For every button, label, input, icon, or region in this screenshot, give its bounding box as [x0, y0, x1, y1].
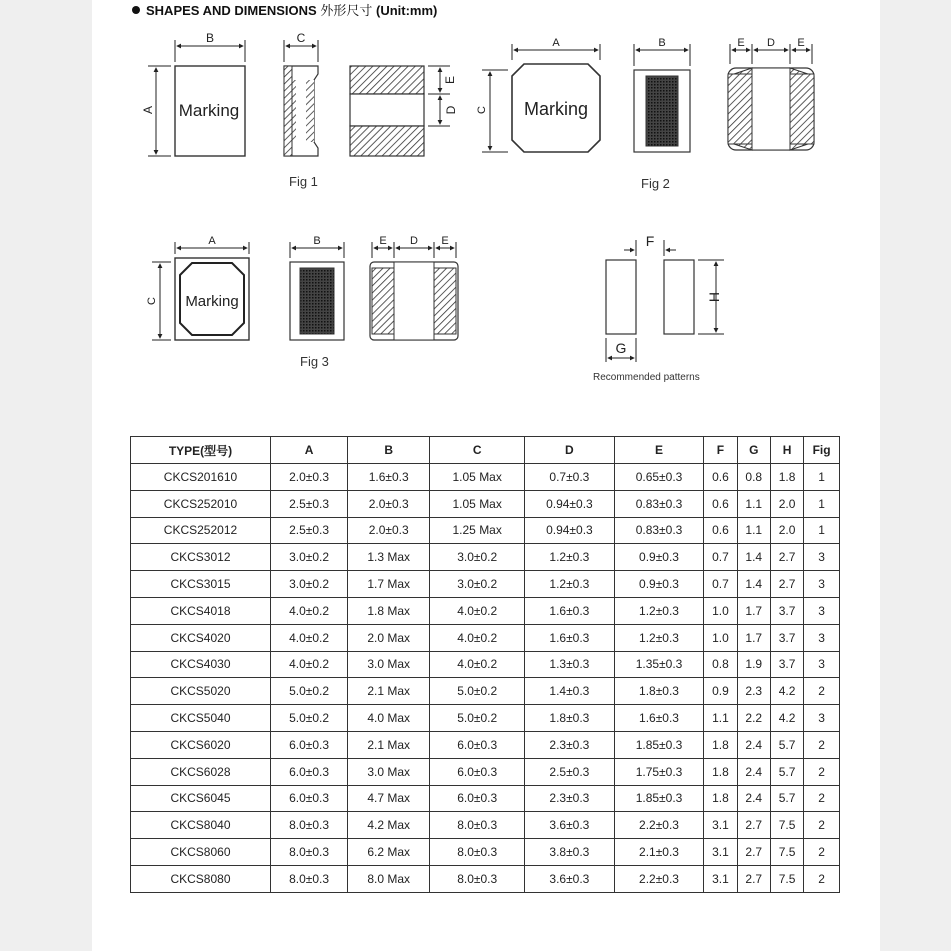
- cell-a: 5.0±0.2: [271, 678, 348, 705]
- cell-type: CKCS6045: [131, 785, 271, 812]
- cell-g: 2.7: [737, 812, 770, 839]
- cell-g: 1.7: [737, 624, 770, 651]
- fig3-marking-text: Marking: [185, 293, 239, 310]
- cell-fig: 2: [804, 758, 840, 785]
- cell-type: CKCS6028: [131, 758, 271, 785]
- cell-c: 8.0±0.3: [430, 812, 525, 839]
- pattern-dim-h-label: H: [706, 291, 722, 303]
- cell-type: CKCS252012: [131, 517, 271, 544]
- cell-d: 2.5±0.3: [525, 758, 615, 785]
- cell-g: 1.4: [737, 544, 770, 571]
- cell-f: 0.6: [704, 464, 737, 491]
- cell-d: 3.6±0.3: [525, 865, 615, 892]
- table-row: [131, 758, 840, 785]
- fig3-top-view: [152, 242, 249, 340]
- header-d: D: [525, 437, 615, 464]
- cell-d: 2.3±0.3: [525, 731, 615, 758]
- fig2-dim-c-label: C: [476, 106, 488, 114]
- cell-type: CKCS6020: [131, 731, 271, 758]
- table-row: [131, 544, 840, 571]
- cell-b: 3.0 Max: [348, 651, 430, 678]
- cell-fig: 2: [804, 731, 840, 758]
- header-g: G: [737, 437, 770, 464]
- cell-a: 8.0±0.3: [271, 865, 348, 892]
- cell-a: 2.0±0.3: [271, 464, 348, 491]
- cell-c: 6.0±0.3: [430, 785, 525, 812]
- cell-c: 6.0±0.3: [430, 731, 525, 758]
- cell-h: 7.5: [770, 865, 803, 892]
- cell-fig: 1: [804, 490, 840, 517]
- cell-e: 1.85±0.3: [614, 731, 704, 758]
- cell-g: 1.4: [737, 571, 770, 598]
- cell-g: 1.7: [737, 597, 770, 624]
- cell-e: 1.2±0.3: [614, 624, 704, 651]
- cell-d: 1.8±0.3: [525, 705, 615, 732]
- cell-fig: 3: [804, 624, 840, 651]
- pattern-dim-f-label: F: [645, 233, 655, 249]
- cell-b: 1.3 Max: [348, 544, 430, 571]
- fig2-caption: Fig 2: [641, 176, 670, 191]
- cell-f: 1.0: [704, 624, 737, 651]
- cell-fig: 2: [804, 839, 840, 866]
- fig3-dim-e-right-label: E: [441, 235, 449, 247]
- header-type: TYPE(型号): [131, 437, 271, 464]
- table-row: [131, 517, 840, 544]
- cell-f: 1.0: [704, 597, 737, 624]
- cell-c: 3.0±0.2: [430, 544, 525, 571]
- fig3-dim-d-label: D: [410, 235, 418, 247]
- fig3-dim-b-label: B: [313, 235, 321, 247]
- cell-fig: 2: [804, 785, 840, 812]
- cell-e: 2.2±0.3: [614, 812, 704, 839]
- table-row: [131, 731, 840, 758]
- cell-type: CKCS5040: [131, 705, 271, 732]
- cell-f: 0.9: [704, 678, 737, 705]
- cell-b: 3.0 Max: [348, 758, 430, 785]
- fig3-dim-c-label: C: [146, 297, 158, 305]
- cell-b: 8.0 Max: [348, 865, 430, 892]
- cell-e: 0.9±0.3: [614, 571, 704, 598]
- cell-type: CKCS4020: [131, 624, 271, 651]
- cell-f: 0.7: [704, 571, 737, 598]
- heading-unit: (Unit:mm): [375, 3, 438, 18]
- cell-g: 2.4: [737, 731, 770, 758]
- cell-c: 1.25 Max: [430, 517, 525, 544]
- cell-type: CKCS4018: [131, 597, 271, 624]
- cell-type: CKCS3015: [131, 571, 271, 598]
- cell-type: CKCS3012: [131, 544, 271, 571]
- cell-fig: 3: [804, 651, 840, 678]
- cell-e: 0.83±0.3: [614, 517, 704, 544]
- table-row: [131, 597, 840, 624]
- cell-d: 3.6±0.3: [525, 812, 615, 839]
- fig3-caption: Fig 3: [300, 354, 329, 369]
- header-b: B: [348, 437, 430, 464]
- cell-type: CKCS4030: [131, 651, 271, 678]
- cell-h: 4.2: [770, 705, 803, 732]
- cell-e: 1.75±0.3: [614, 758, 704, 785]
- cell-a: 6.0±0.3: [271, 785, 348, 812]
- cell-type: CKCS201610: [131, 464, 271, 491]
- cell-c: 4.0±0.2: [430, 597, 525, 624]
- table-body: [131, 464, 840, 893]
- fig1-dim-d-label: D: [444, 105, 458, 115]
- cell-c: 8.0±0.3: [430, 839, 525, 866]
- cell-b: 1.8 Max: [348, 597, 430, 624]
- cell-a: 4.0±0.2: [271, 597, 348, 624]
- cell-b: 2.1 Max: [348, 731, 430, 758]
- fig1-bottom-view: [350, 66, 450, 156]
- cell-d: 1.4±0.3: [525, 678, 615, 705]
- cell-e: 2.2±0.3: [614, 865, 704, 892]
- cell-e: 1.6±0.3: [614, 705, 704, 732]
- fig1-marking-text: Marking: [178, 101, 240, 120]
- cell-e: 0.65±0.3: [614, 464, 704, 491]
- table-row: [131, 490, 840, 517]
- cell-a: 2.5±0.3: [271, 517, 348, 544]
- header-f: F: [704, 437, 737, 464]
- cell-fig: 2: [804, 678, 840, 705]
- fig2-dim-a-label: A: [552, 37, 560, 49]
- cell-h: 7.5: [770, 839, 803, 866]
- pattern-dim-g-label: G: [615, 340, 627, 356]
- cell-f: 1.1: [704, 705, 737, 732]
- cell-c: 8.0±0.3: [430, 865, 525, 892]
- header-c: C: [430, 437, 525, 464]
- cell-f: 0.6: [704, 490, 737, 517]
- fig2-dim-d-label: D: [767, 37, 775, 49]
- header-a: A: [271, 437, 348, 464]
- cell-type: CKCS8040: [131, 812, 271, 839]
- cell-f: 3.1: [704, 865, 737, 892]
- dimensions-table: [130, 436, 840, 893]
- cell-type: CKCS8080: [131, 865, 271, 892]
- cell-h: 3.7: [770, 597, 803, 624]
- heading-title: SHAPES AND DIMENSIONS: [146, 3, 317, 18]
- cell-type: CKCS252010: [131, 490, 271, 517]
- cell-h: 2.0: [770, 517, 803, 544]
- cell-c: 1.05 Max: [430, 490, 525, 517]
- cell-d: 1.3±0.3: [525, 651, 615, 678]
- cell-h: 1.8: [770, 464, 803, 491]
- fig1-dim-b-label: B: [205, 31, 215, 45]
- cell-b: 4.7 Max: [348, 785, 430, 812]
- fig3-dim-a-label: A: [208, 235, 216, 247]
- header-e: E: [614, 437, 704, 464]
- cell-b: 1.7 Max: [348, 571, 430, 598]
- cell-fig: 3: [804, 544, 840, 571]
- cell-g: 1.1: [737, 517, 770, 544]
- cell-d: 1.6±0.3: [525, 597, 615, 624]
- header-h: H: [770, 437, 803, 464]
- cell-c: 5.0±0.2: [430, 705, 525, 732]
- cell-h: 5.7: [770, 785, 803, 812]
- fig2-marking-text: Marking: [523, 99, 589, 119]
- cell-f: 1.8: [704, 785, 737, 812]
- cell-fig: 3: [804, 705, 840, 732]
- cell-f: 1.8: [704, 731, 737, 758]
- table-row: [131, 464, 840, 491]
- table-row: [131, 812, 840, 839]
- cell-f: 3.1: [704, 812, 737, 839]
- cell-d: 1.2±0.3: [525, 544, 615, 571]
- cell-g: 0.8: [737, 464, 770, 491]
- cell-f: 1.8: [704, 758, 737, 785]
- cell-d: 2.3±0.3: [525, 785, 615, 812]
- cell-d: 0.7±0.3: [525, 464, 615, 491]
- cell-c: 4.0±0.2: [430, 651, 525, 678]
- heading-title-cn: 外形尺寸: [320, 3, 373, 18]
- cell-g: 2.7: [737, 839, 770, 866]
- fig2-dim-e-left-label: E: [737, 37, 745, 49]
- cell-h: 3.7: [770, 624, 803, 651]
- table-row: [131, 571, 840, 598]
- fig2-top-view: [482, 44, 600, 152]
- cell-h: 5.7: [770, 758, 803, 785]
- cell-a: 4.0±0.2: [271, 651, 348, 678]
- cell-g: 2.4: [737, 758, 770, 785]
- cell-b: 4.0 Max: [348, 705, 430, 732]
- cell-c: 5.0±0.2: [430, 678, 525, 705]
- cell-g: 1.1: [737, 490, 770, 517]
- cell-type: CKCS5020: [131, 678, 271, 705]
- cell-h: 5.7: [770, 731, 803, 758]
- table-row: [131, 651, 840, 678]
- cell-b: 1.6±0.3: [348, 464, 430, 491]
- table-header-row: [131, 437, 840, 464]
- table-row: [131, 839, 840, 866]
- cell-a: 6.0±0.3: [271, 758, 348, 785]
- cell-g: 2.2: [737, 705, 770, 732]
- fig2-bottom-view: [728, 44, 814, 150]
- fig1-dim-a-label: A: [141, 105, 155, 115]
- cell-g: 2.4: [737, 785, 770, 812]
- cell-e: 1.2±0.3: [614, 597, 704, 624]
- cell-b: 2.0±0.3: [348, 517, 430, 544]
- fig1-dim-c-label: C: [296, 31, 306, 45]
- fig1-dim-e-label: E: [443, 75, 457, 85]
- cell-h: 2.7: [770, 571, 803, 598]
- cell-a: 5.0±0.2: [271, 705, 348, 732]
- cell-f: 3.1: [704, 839, 737, 866]
- cell-e: 0.9±0.3: [614, 544, 704, 571]
- cell-g: 2.7: [737, 865, 770, 892]
- cell-type: CKCS8060: [131, 839, 271, 866]
- cell-fig: 3: [804, 571, 840, 598]
- cell-b: 4.2 Max: [348, 812, 430, 839]
- cell-a: 3.0±0.2: [271, 544, 348, 571]
- cell-c: 4.0±0.2: [430, 624, 525, 651]
- cell-c: 6.0±0.3: [430, 758, 525, 785]
- fig1-top-view: [148, 40, 245, 156]
- cell-f: 0.6: [704, 517, 737, 544]
- fig1-caption: Fig 1: [289, 174, 318, 189]
- cell-d: 0.94±0.3: [525, 490, 615, 517]
- cell-d: 1.2±0.3: [525, 571, 615, 598]
- cell-h: 2.0: [770, 490, 803, 517]
- cell-fig: 3: [804, 597, 840, 624]
- fig1-side-view: [284, 40, 318, 156]
- cell-e: 0.83±0.3: [614, 490, 704, 517]
- fig2-side-view: [634, 44, 690, 152]
- fig3-dim-e-left-label: E: [379, 235, 387, 247]
- cell-b: 2.1 Max: [348, 678, 430, 705]
- cell-a: 8.0±0.3: [271, 839, 348, 866]
- cell-e: 1.8±0.3: [614, 678, 704, 705]
- cell-h: 7.5: [770, 812, 803, 839]
- cell-a: 4.0±0.2: [271, 624, 348, 651]
- cell-fig: 2: [804, 865, 840, 892]
- cell-a: 2.5±0.3: [271, 490, 348, 517]
- cell-f: 0.8: [704, 651, 737, 678]
- cell-c: 3.0±0.2: [430, 571, 525, 598]
- cell-fig: 1: [804, 517, 840, 544]
- table-row: [131, 705, 840, 732]
- cell-fig: 1: [804, 464, 840, 491]
- cell-a: 3.0±0.2: [271, 571, 348, 598]
- fig2-dim-b-label: B: [658, 37, 666, 49]
- fig3-side-view: [290, 242, 344, 340]
- cell-d: 1.6±0.3: [525, 624, 615, 651]
- fig3-bottom-view: [370, 242, 458, 340]
- cell-e: 2.1±0.3: [614, 839, 704, 866]
- cell-fig: 2: [804, 812, 840, 839]
- table-row: [131, 865, 840, 892]
- recommended-patterns-caption: Recommended patterns: [593, 372, 700, 383]
- cell-g: 2.3: [737, 678, 770, 705]
- cell-h: 3.7: [770, 651, 803, 678]
- cell-h: 2.7: [770, 544, 803, 571]
- cell-a: 8.0±0.3: [271, 812, 348, 839]
- cell-f: 0.7: [704, 544, 737, 571]
- cell-h: 4.2: [770, 678, 803, 705]
- cell-d: 0.94±0.3: [525, 517, 615, 544]
- cell-g: 1.9: [737, 651, 770, 678]
- header-fig: Fig: [804, 437, 840, 464]
- cell-c: 1.05 Max: [430, 464, 525, 491]
- cell-e: 1.85±0.3: [614, 785, 704, 812]
- cell-d: 3.8±0.3: [525, 839, 615, 866]
- table-row: [131, 785, 840, 812]
- cell-b: 2.0 Max: [348, 624, 430, 651]
- table-row: [131, 624, 840, 651]
- table-row: [131, 678, 840, 705]
- cell-b: 2.0±0.3: [348, 490, 430, 517]
- cell-b: 6.2 Max: [348, 839, 430, 866]
- fig2-dim-e-right-label: E: [797, 37, 805, 49]
- cell-e: 1.35±0.3: [614, 651, 704, 678]
- cell-a: 6.0±0.3: [271, 731, 348, 758]
